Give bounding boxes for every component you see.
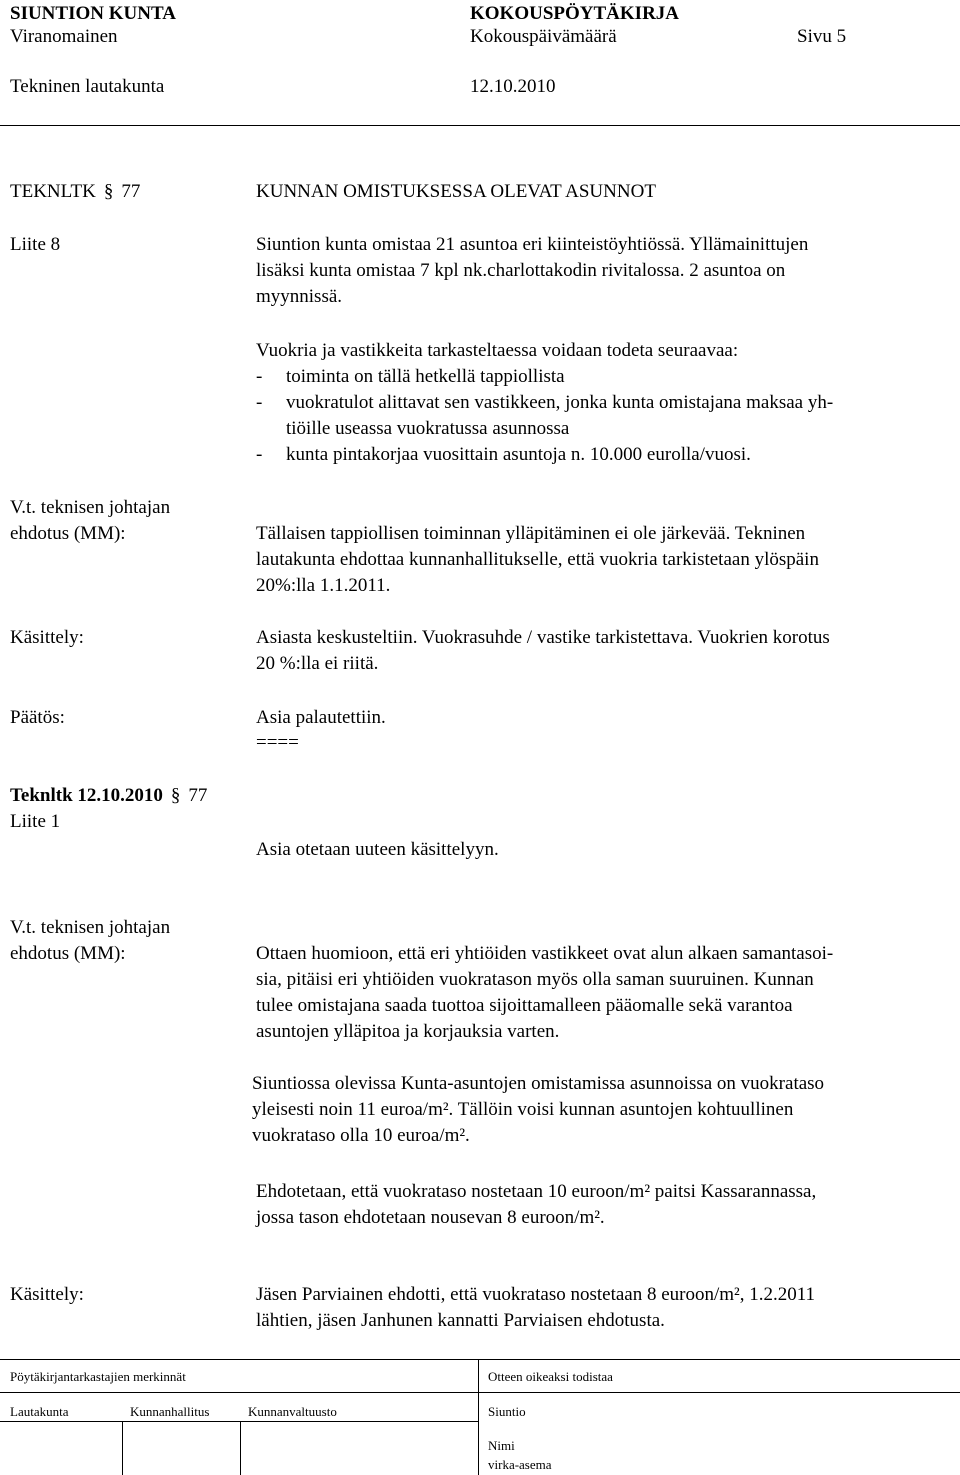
meeting-date: 12.10.2010 <box>470 76 556 97</box>
intro-paragraph <box>256 232 808 310</box>
place-label: Siuntio <box>488 1404 526 1419</box>
page-number: Sivu 5 <box>797 26 847 47</box>
board-column-label: Lautakunta <box>10 1404 69 1419</box>
proposal-paragraph-2: Siuntiossa olevissa Kunta-asuntojen omistamissa asunnoissa on vuokrataso yleisesti noin 11 euroa/m². Tällöin voisi kunnan asuntojen kohtuullinen vuokrataso olla 10 euroa/m². <box>252 1073 825 1146</box>
findings-intro: Vuokria ja vastikkeita tarkasteltaessa voidaan todeta seuraavaa: <box>256 340 739 361</box>
markings-label: Pöytäkirjantarkastajien merkinnät <box>10 1369 186 1384</box>
decision-text: Asia palautettiin. <box>256 707 386 728</box>
handling-paragraph: Jäsen Parviainen ehdotti, että vuokrataso nostetaan 8 euroon/m², 1.2.2011 lähtien, jäsen Janhunen kannatti Parviaisen ehdotusta. <box>256 1284 816 1331</box>
attachment-label: Liite 8 <box>10 234 61 255</box>
authority-label: Viranomainen <box>10 26 118 47</box>
council-column-label: Kunnanhallitus <box>130 1404 210 1419</box>
handling-paragraph: Asiasta keskusteltiin. Vuokrasuhde / vastike tarkistettava. Vuokrien korotus 20 %:lla ei riitä. <box>256 627 830 674</box>
decision-label: Päätös: <box>10 707 65 728</box>
intro-line: myynnissä. <box>256 286 343 307</box>
findings-bullet: - toiminta on tällä hetkellä tappiollista <box>256 366 565 387</box>
handling-label: Käsittely: <box>10 627 84 648</box>
section-title: KUNNAN OMISTUKSESSA OLEVAT ASUNNOT <box>256 181 656 202</box>
position-label: virka-asema <box>488 1457 552 1472</box>
assembly-column-label: Kunnanvaltuusto <box>248 1404 337 1419</box>
footer-mid-rule <box>0 1392 960 1393</box>
proposal-label: V.t. teknisen johtajan ehdotus (MM): <box>10 497 171 544</box>
proposal-label: V.t. teknisen johtajan ehdotus (MM): <box>10 917 171 964</box>
re-handling-note: Asia otetaan uuteen käsittelyyn. <box>256 839 499 860</box>
certified-label: Otteen oikeaksi todistaa <box>488 1369 613 1384</box>
document-type: KOKOUSPÖYTÄKIRJA <box>470 3 680 24</box>
signature-divider <box>122 1421 123 1475</box>
intro-line: lisäksi kunta omistaa 7 kpl nk.charlottakodin rivitalossa. 2 asuntoa on <box>256 260 786 281</box>
proposal-paragraph-3: Ehdotetaan, että vuokrataso nostetaan 10 euroon/m² paitsi Kassarannassa, jossa tason ehdotetaan nousevan 8 euroon/m². <box>256 1181 817 1228</box>
signature-divider <box>240 1421 241 1475</box>
municipality-name: SIUNTION KUNTA <box>10 3 176 24</box>
findings-bullet: - kunta pintakorjaa vuosittain asuntoja n. 10.000 eurolla/vuosi. <box>256 444 751 465</box>
findings-bullet: - vuokratulot alittavat sen vastikkeen, jonka kunta omistajana maksaa yh- <box>256 392 834 413</box>
section-reference <box>10 179 140 205</box>
section-sign-icon: § <box>170 785 181 806</box>
section-ref-text: TEKNLTK <box>10 181 96 202</box>
header-divider <box>0 125 960 126</box>
section2-reference: Teknltk 12.10.2010 § 77 <box>10 783 207 809</box>
findings-bullet-continuation: tiöille useassa vuokratussa asunnossa <box>286 418 570 439</box>
authority-name: Tekninen lautakunta <box>10 76 165 97</box>
meeting-date-label: Kokouspäivämäärä <box>470 26 617 47</box>
separator-mark: ==== <box>256 732 299 753</box>
section-number: 77 <box>121 181 141 202</box>
section-sign-icon: § <box>103 181 114 202</box>
footer-center-divider <box>478 1359 479 1475</box>
proposal-paragraph: Tällaisen tappiollisen toiminnan ylläpitäminen ei ole järkevää. Tekninen lautakunta ehdottaa kunnanhallitukselle, että vuokria tarkistetaan ylöspäin 20%:lla 1.1.2011. <box>256 523 819 596</box>
name-label: Nimi <box>488 1438 515 1453</box>
findings-block <box>256 338 833 468</box>
footer-top-rule <box>0 1359 960 1360</box>
intro-line: Siuntion kunta omistaa 21 asuntoa eri kiinteistöyhtiössä. Yllämainittujen <box>256 234 809 255</box>
handling-label: Käsittely: <box>10 1284 84 1305</box>
attachment-label: Liite 1 <box>10 811 61 832</box>
signature-row-rule <box>0 1421 478 1422</box>
proposal-paragraph-1: Ottaen huomioon, että eri yhtiöiden vastikkeet ovat alun alkaen samantasoi- sia, pitäisi eri yhtiöiden vuokratason myös olla saman suuruinen. Kunnan tulee omistajana saada tuottoa sijoittamalleen pääomalle sekä varantoa asuntojen ylläpitoa ja korjauksia varten. <box>256 943 834 1042</box>
